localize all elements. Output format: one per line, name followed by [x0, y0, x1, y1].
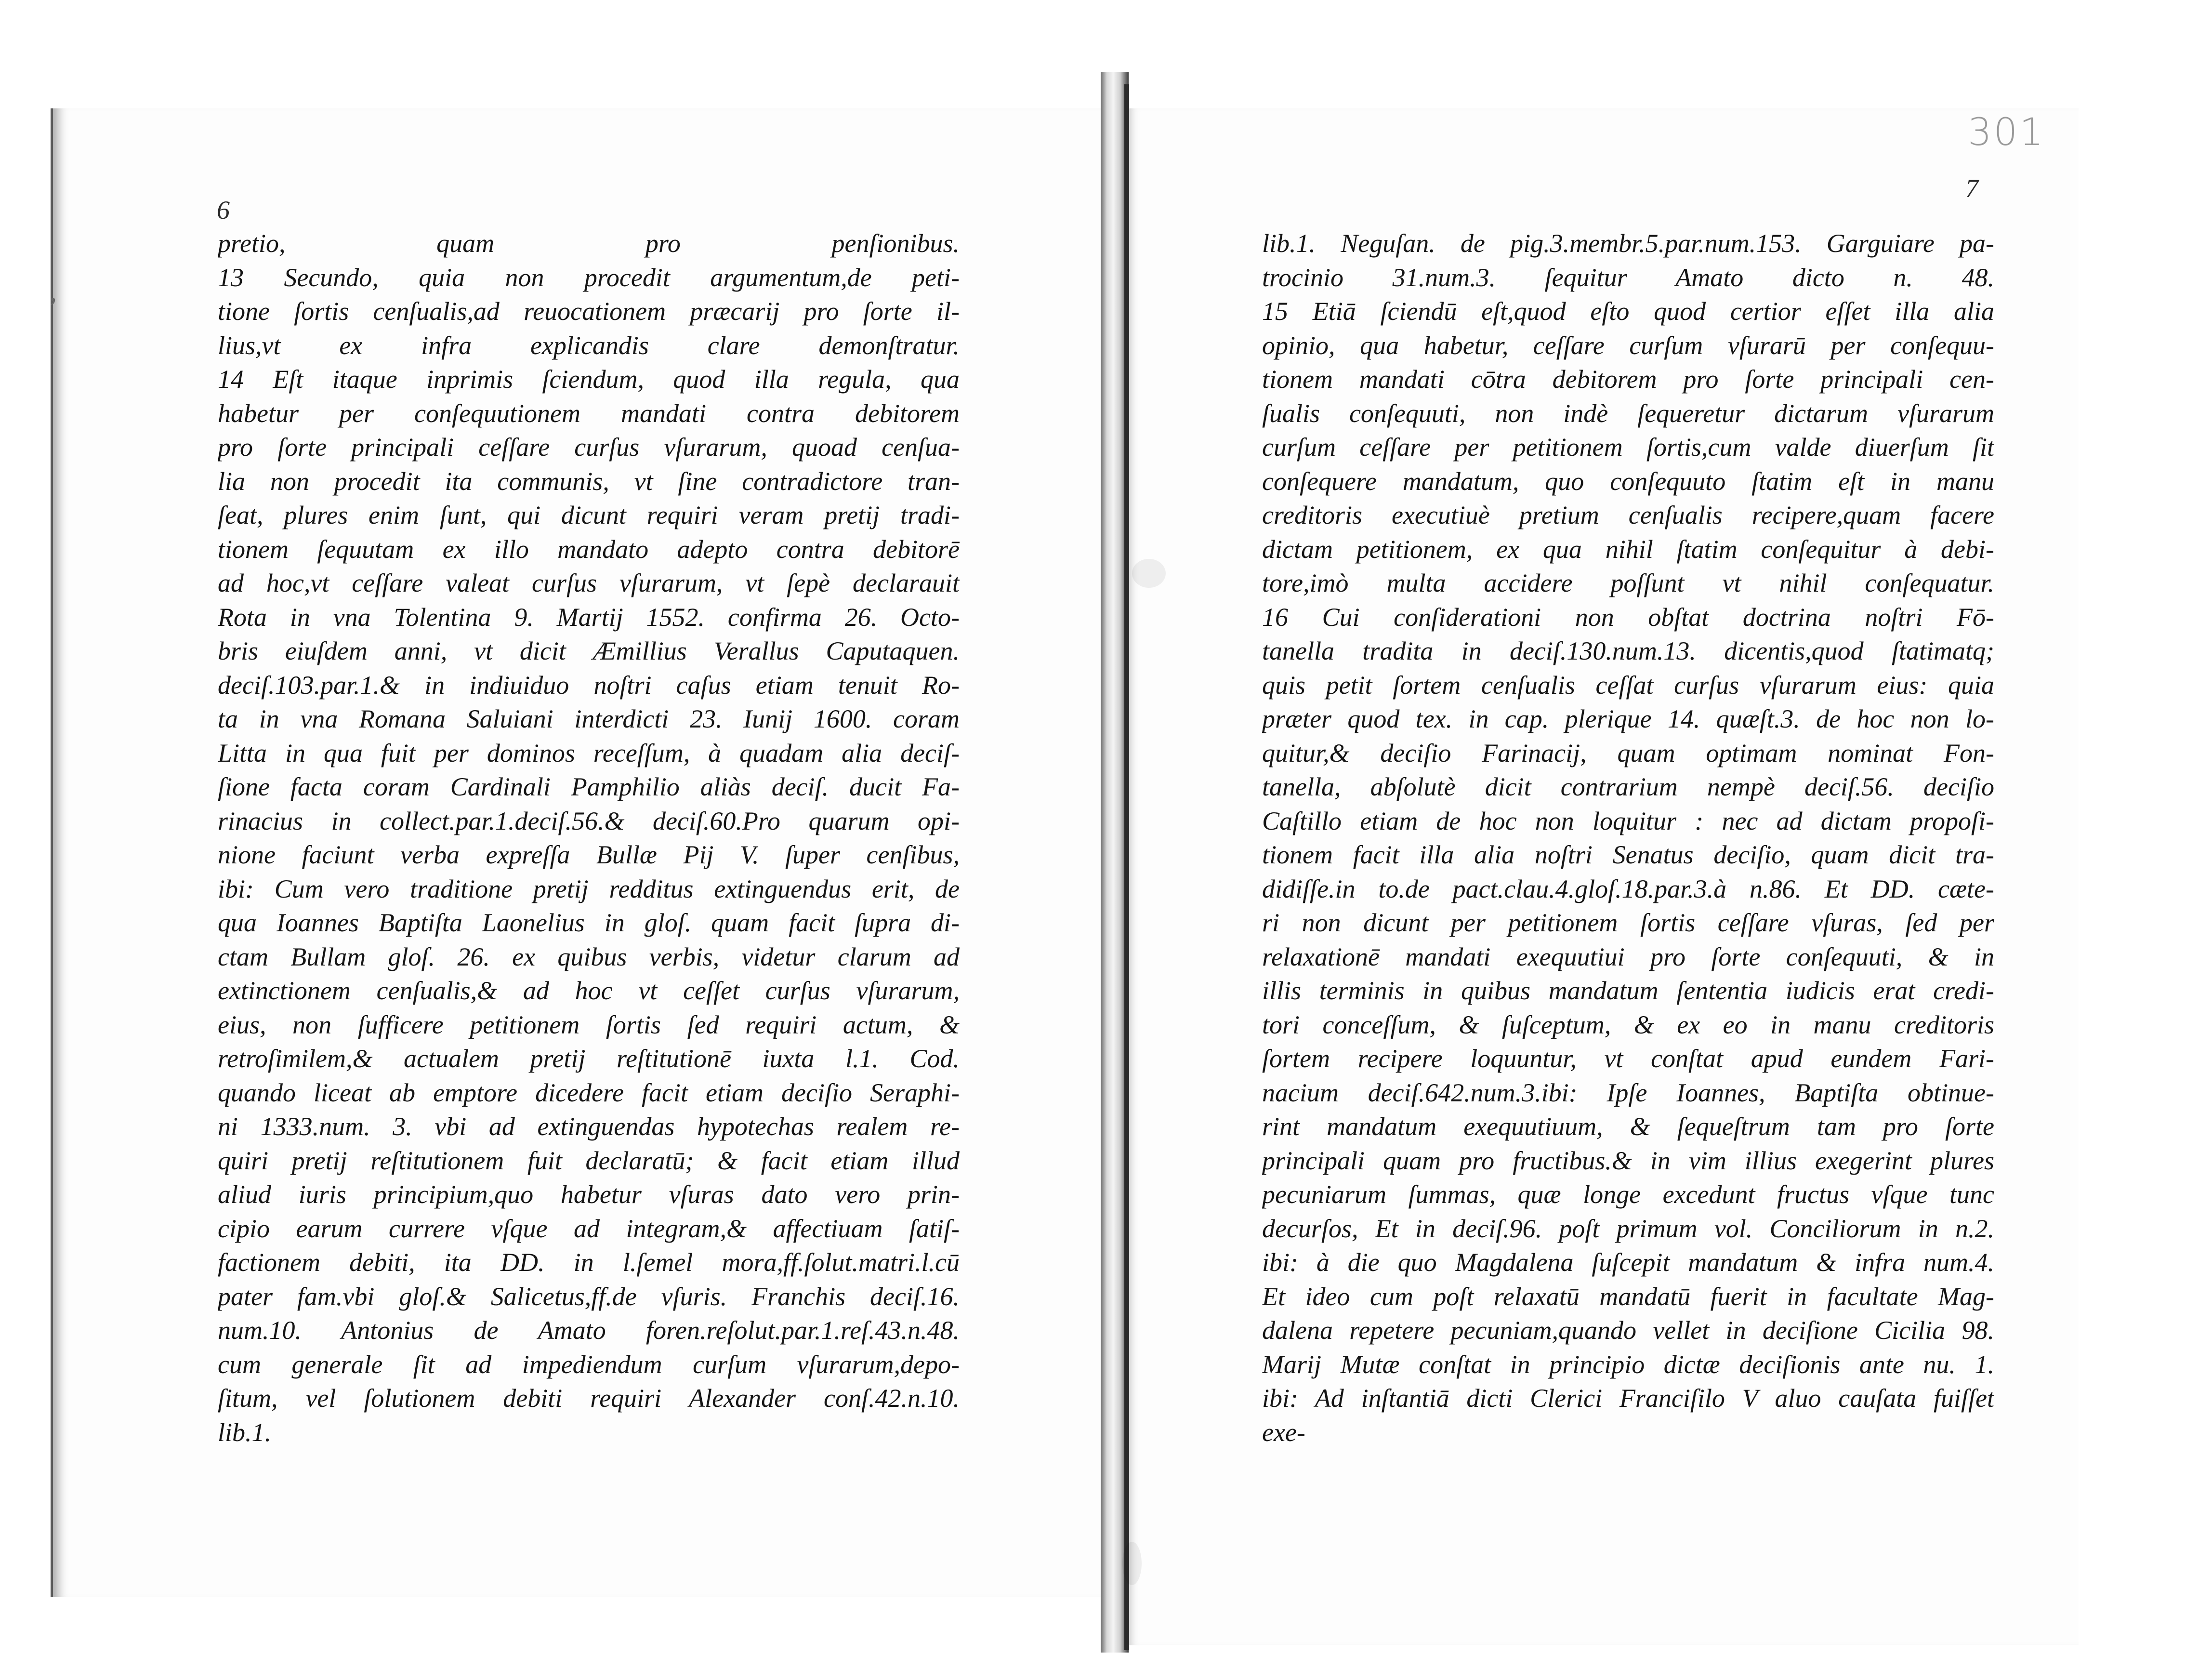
text-line: cum generale ſit ad impediendum curſum vſurarum,depo- [218, 1349, 960, 1379]
text-line: lib.1. Neguſan. de pig.3.membr.5.par.num.153. Garguiare pa- [1262, 229, 1994, 258]
text-line: bris eiuſdem anni, vt dicit Æmillius Verallus Caputaquen. [218, 636, 960, 665]
left-page-text [218, 226, 960, 1449]
text-line: pro ſorte principali ceſſare curſus vſurarum, quoad cenſua- [218, 433, 960, 462]
text-line: dictam petitionem, ex qua nihil ſtatim conſequitur à debi- [1262, 534, 1994, 564]
text-line: quando liceat ab emptore dicedere facit etiam deciſio Seraphi- [218, 1078, 960, 1107]
text-line: tione ſortis cenſualis,ad reuocationem præcarij pro ſorte il- [218, 297, 960, 326]
text-line: ſortem recipere loquuntur, vt conſtat apud eundem Fari- [1262, 1044, 1994, 1073]
text-line: ſione facta coram Cardinali Pamphilio aliàs deciſ. ducit Fa- [218, 772, 960, 801]
text-line: Et ideo cum poſt relaxatū mandatū fuerit in facultate Mag- [1262, 1282, 1994, 1311]
text-line: tionem mandati cōtra debitorem pro ſorte principali cen- [1262, 365, 1994, 394]
text-line: 13 Secundo, quia non procedit argumentum,de peti- [218, 263, 960, 292]
text-line: tore,imò multa accidere poſſunt vt nihil conſequatur. [1262, 569, 1994, 597]
text-line: factionem debiti, ita DD. in l.ſemel mora,ff.ſolut.matri.l.cū [218, 1248, 960, 1277]
text-line: tionem ſequutam ex illo mandato adepto contra debitorē [218, 534, 960, 564]
text-line: eius, non ſufficere petitionem ſortis ſed requiri actum, & [218, 1010, 960, 1039]
text-line: trocinio 31.num.3. ſequitur Amato dicto n. 48. [1262, 263, 1994, 292]
paper-stain [1132, 559, 1166, 588]
text-line: lia non procedit ita communis, vt ſine contradictore tran- [218, 466, 960, 496]
text-line: exe- [1262, 1417, 1305, 1447]
text-line: Caſtillo etiam de hoc non loquitur : nec ad dictam propoſi- [1262, 806, 1994, 835]
text-line: lius,vt ex infra explicandis clare demonſtratur. [218, 331, 960, 360]
text-line: ad hoc,vt ceſſare valeat curſus vſurarum, vt ſepè declarauit [218, 569, 960, 597]
text-line: Marij Mutæ conſtat in principio dictæ deciſionis ante nu. 1. [1262, 1349, 1994, 1379]
text-line: conſequere mandatum, quo conſequuto ſtatim eſt in manu [1262, 466, 1994, 496]
paper-stain [1122, 1542, 1142, 1585]
text-line: aliud iuris principium,quo habetur vſuras dato vero prin- [218, 1180, 960, 1209]
handwritten-folio-number: 301 [1968, 111, 2045, 154]
text-line: ta in vna Romana Saluiani interdicti 23. Iunij 1600. coram [218, 704, 960, 733]
text-line: retroſimilem,& actualem pretij reſtitutionē iuxta l.1. Cod. [218, 1044, 960, 1073]
text-line: tanella, abſolutè dicit contrarium nempè deciſ.56. deciſio [1262, 772, 1994, 801]
text-line: ri non dicunt per petitionem ſortis ceſſare vſuras, ſed per [1262, 908, 1994, 937]
text-line: 14 Eſt itaque inprimis ſciendum, quod illa regula, qua [218, 365, 960, 394]
text-line: num.10. Antonius de Amato foren.reſolut.par.1.reſ.43.n.48. [218, 1316, 960, 1345]
text-line: habetur per conſequutionem mandati contra debitorem [218, 398, 960, 428]
text-line: illis terminis in quibus mandatum ſententia iudicis erat credi- [1262, 976, 1994, 1005]
text-line: ctam Bullam gloſ. 26. ex quibus verbis, videtur clarum ad [218, 942, 960, 971]
text-line: deciſ.103.par.1.& in indiuiduo noſtri caſus etiam tenuit Ro- [218, 670, 960, 700]
text-line: dalena repetere pecuniam,quando vellet in deciſione Cicilia 98. [1262, 1316, 1994, 1345]
text-line: Litta in qua fuit per dominos receſſum, à quadam alia deciſ- [218, 738, 960, 767]
text-line: decurſos, Et in deciſ.96. poſt primum vol. Conciliorum in n.2. [1262, 1214, 1994, 1243]
text-line: 15 Etiā ſciendū eſt,quod eſto quod certior eſſet illa alia [1262, 297, 1994, 326]
text-line: relaxationē mandati exequutiui pro ſorte conſequuti, & in [1262, 942, 1994, 971]
text-line: tori conceſſum, & ſuſceptum, & ex eo in manu creditoris [1262, 1010, 1994, 1039]
text-line: ibi: Ad inſtantiā dicti Clerici Franciſilo V aluo cauſata fuiſſet [1262, 1384, 1994, 1413]
text-line: creditoris executiuè pretium cenſualis recipere,quam facere [1262, 501, 1994, 529]
text-line: præter quod tex. in cap. plerique 14. quæſt.3. de hoc non lo- [1262, 704, 1994, 733]
text-line: Rota in vna Tolentina 9. Martij 1552. confirma 26. Octo- [218, 602, 960, 632]
text-line: lib.1. [218, 1417, 272, 1447]
text-line: quitur,& deciſio Farinacij, quam optimam nominat Fon- [1262, 738, 1994, 767]
text-line: quiri pretij reſtitutionem fuit declaratū; & facit etiam illud [218, 1146, 960, 1175]
text-line: quis petit ſortem cenſualis ceſſat curſus vſurarum eius: quia [1262, 670, 1994, 700]
text-line: opinio, qua habetur, ceſſare curſum vſurarū per conſequu- [1262, 331, 1994, 360]
text-line: 16 Cui conſiderationi non obſtat doctrina noſtri Fō- [1262, 602, 1994, 632]
text-line: ſitum, vel ſolutionem debiti requiri Alexander conſ.42.n.10. [218, 1384, 960, 1413]
text-line: pecuniarum ſummas, quæ longe excedunt fructus vſque tunc [1262, 1180, 1994, 1209]
text-line: ibi: à die quo Magdalena ſuſcepit mandatum & infra num.4. [1262, 1248, 1994, 1277]
right-page-text [1262, 226, 1994, 1449]
text-line: ni 1333.num. 3. vbi ad extinguendas hypotechas realem re- [218, 1112, 960, 1141]
text-line: pretio, quam pro penſionibus. [218, 229, 960, 258]
page-number-right: 7 [1965, 174, 1978, 203]
text-line: didiſſe.in to.de pact.clau.4.gloſ.18.par.3.à n.86. Et DD. cæte- [1262, 874, 1994, 903]
text-line: tanella tradita in deciſ.130.num.13. dicentis,quod ſtatimatq; [1262, 636, 1994, 665]
text-line: pater fam.vbi gloſ.& Salicetus,ff.de vſuris. Franchis deciſ.16. [218, 1282, 960, 1311]
text-line: nione faciunt verba expreſſa Bullæ Pij V. ſuper cenſibus, [218, 840, 960, 869]
text-line: rinacius in collect.par.1.deciſ.56.& deciſ.60.Pro quarum opi- [218, 806, 960, 835]
text-line: rint mandatum exequutiuum, & ſequeſtrum tam pro ſorte [1262, 1112, 1994, 1141]
text-line: extinctionem cenſualis,& ad hoc vt ceſſet curſus vſurarum, [218, 976, 960, 1005]
spine-shadow [1124, 84, 1129, 1650]
text-line: tionem facit illa alia noſtri Senatus deciſio, quam dicit tra- [1262, 840, 1994, 869]
text-line: ſualis conſequuti, non indè ſequeretur dictarum vſurarum [1262, 398, 1994, 428]
text-line: ſeat, plures enim ſunt, qui dicunt requiri veram pretij tradi- [218, 501, 960, 529]
text-line: curſum ceſſare per petitionem ſortis,cum valde diuerſum ſit [1262, 433, 1994, 462]
margin-mark: ‚ [48, 275, 58, 307]
text-line: principali quam pro fructibus.& in vim illius exegerint plures [1262, 1146, 1994, 1175]
text-line: ibi: Cum vero traditione pretij redditus extinguendus erit, de [218, 874, 960, 903]
text-line: nacium deciſ.642.num.3.ibi: Ipſe Ioannes, Baptiſta obtinue- [1262, 1078, 1994, 1107]
page-number-left: 6 [217, 196, 230, 225]
text-line: qua Ioannes Baptiſta Laonelius in gloſ. quam facit ſupra di- [218, 908, 960, 937]
text-line: cipio earum currere vſque ad integram,& affectiuam ſatiſ- [218, 1214, 960, 1243]
